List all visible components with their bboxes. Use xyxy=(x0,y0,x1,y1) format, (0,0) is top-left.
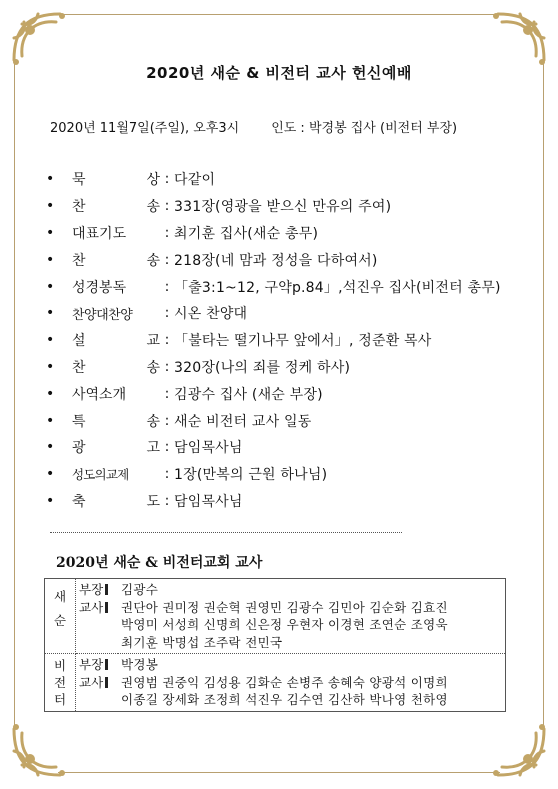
staff-table xyxy=(44,578,506,712)
order-role: 성경봉독 xyxy=(72,279,127,296)
staff-section-title: 2020년 새순 & 비전터교회 교사 xyxy=(56,555,263,571)
separator: : xyxy=(164,412,170,429)
teacher-label: 교사 xyxy=(79,674,104,690)
teacher-label: 교사 xyxy=(79,599,104,615)
order-detail: 다같이 xyxy=(174,172,216,189)
order-role: 묵 상 xyxy=(72,172,160,189)
staff-names xyxy=(118,579,506,654)
bar-marker xyxy=(105,659,108,670)
head-name: 김광수 xyxy=(121,582,159,597)
order-item xyxy=(46,461,501,488)
order-item xyxy=(46,193,501,220)
bar-marker xyxy=(105,584,108,595)
order-role: 축 도 xyxy=(72,493,160,510)
order-item xyxy=(46,434,501,461)
order-role: 특 송 xyxy=(72,413,160,430)
bullet-icon: • xyxy=(46,385,55,402)
order-detail: 「불타는 떨기나무 앞에서」, 정준환 목사 xyxy=(174,333,432,350)
group-name: 비 전 터 xyxy=(45,654,76,712)
order-role: 설 교 xyxy=(72,333,160,350)
bullet-icon: • xyxy=(46,171,55,188)
frame-top-line xyxy=(58,14,500,15)
bullet-icon: • xyxy=(46,492,55,509)
order-item xyxy=(46,246,501,273)
order-detail: 담임목사님 xyxy=(174,440,243,457)
teacher-line: 권영범 권중익 김성용 김화순 손병주 송혜숙 양광석 이명희 xyxy=(121,674,448,690)
bullet-icon: • xyxy=(46,466,55,483)
bullet-icon: • xyxy=(46,198,55,215)
separator: : xyxy=(164,198,170,215)
order-detail: 김광수 집사 (새순 부장) xyxy=(174,386,323,403)
staff-row-vision xyxy=(45,654,506,712)
order-detail: 1장(만복의 근원 하나님) xyxy=(174,467,328,484)
page-title: 2020년 새순 & 비전터 교사 헌신예배 xyxy=(146,64,412,82)
corner-ornament-top-right xyxy=(492,8,550,66)
order-item xyxy=(46,407,501,434)
teacher-line: 이종길 장세화 조정희 석진우 김수연 김산하 박나영 천하영 xyxy=(121,692,448,707)
order-of-service xyxy=(46,166,501,514)
dotted-divider xyxy=(50,532,402,533)
order-role: 찬양대찬양 xyxy=(72,307,133,323)
separator: : xyxy=(164,278,170,295)
order-detail: 새순 비전터 교사 일동 xyxy=(174,413,312,430)
frame-bottom-line xyxy=(58,772,500,773)
bar-marker xyxy=(105,677,108,688)
separator: : xyxy=(164,385,170,402)
corner-ornament-top-left xyxy=(8,8,66,66)
order-detail: 218장(네 맘과 정성을 다하여서) xyxy=(174,252,378,269)
order-role: 사역소개 xyxy=(72,386,127,403)
order-detail: 「출3:1~12, 구약p.84」,석진우 집사(비전터 총무) xyxy=(174,279,501,296)
order-item xyxy=(46,220,501,247)
service-date: 2020년 11월7일(주일), 오후3시 xyxy=(50,121,240,136)
corner-ornament-bottom-right xyxy=(492,723,550,781)
separator: : xyxy=(164,439,170,456)
teacher-line: 권단아 권미정 권순혁 권영민 김광수 김민아 김순화 김효진 xyxy=(121,599,448,615)
order-item xyxy=(46,488,501,515)
separator: : xyxy=(164,305,170,322)
bullet-icon: • xyxy=(46,358,55,375)
bullet-icon: • xyxy=(46,305,55,322)
service-leader: 인도 : 박경봉 집사 (비전터 부장) xyxy=(271,121,458,136)
order-role: 찬 송 xyxy=(72,359,160,376)
bullet-icon: • xyxy=(46,278,55,295)
separator: : xyxy=(164,224,170,241)
head-name: 박경봉 xyxy=(121,657,159,672)
separator: : xyxy=(164,332,170,349)
teacher-line: 박영미 서성희 신명희 신은정 우현자 이경현 조연순 조영욱 xyxy=(121,617,448,632)
order-item xyxy=(46,354,501,381)
order-detail: 331장(영광을 받으신 만유의 주여) xyxy=(174,199,392,216)
order-item xyxy=(46,380,501,407)
staff-names xyxy=(118,654,506,712)
separator: : xyxy=(164,358,170,375)
teacher-line: 최기훈 박명섭 조주락 전민국 xyxy=(121,634,283,650)
separator: : xyxy=(164,251,170,268)
bullet-icon: • xyxy=(46,224,55,241)
order-role: 찬 송 xyxy=(72,199,160,216)
order-detail: 시온 찬양대 xyxy=(174,306,248,323)
role-labels xyxy=(76,579,119,654)
order-role: 광 고 xyxy=(72,440,160,457)
order-detail: 담임목사님 xyxy=(174,493,243,510)
bar-marker xyxy=(105,602,108,613)
order-item xyxy=(46,166,501,193)
bullet-icon: • xyxy=(46,251,55,268)
order-detail: 320장(나의 죄를 정케 하사) xyxy=(174,359,351,376)
bullet-icon: • xyxy=(46,332,55,349)
order-role: 성도의교제 xyxy=(72,467,129,483)
order-item xyxy=(46,300,501,327)
order-role: 찬 송 xyxy=(72,252,160,269)
order-item xyxy=(46,273,501,300)
separator: : xyxy=(164,492,170,509)
order-item xyxy=(46,327,501,354)
separator: : xyxy=(164,171,170,188)
head-label: 부장 xyxy=(79,582,104,597)
role-labels xyxy=(76,654,119,712)
head-label: 부장 xyxy=(79,657,104,672)
frame-right-line xyxy=(543,58,544,730)
service-info xyxy=(50,117,457,136)
staff-row-saesun xyxy=(45,579,506,654)
frame-left-line xyxy=(14,58,15,730)
order-detail: 최기훈 집사(새순 총무) xyxy=(174,225,319,242)
order-role: 대표기도 xyxy=(72,225,127,242)
corner-ornament-bottom-left xyxy=(8,723,66,781)
group-name: 새 순 xyxy=(45,579,76,654)
separator: : xyxy=(164,466,170,483)
bullet-icon: • xyxy=(46,412,55,429)
bullet-icon: • xyxy=(46,439,55,456)
